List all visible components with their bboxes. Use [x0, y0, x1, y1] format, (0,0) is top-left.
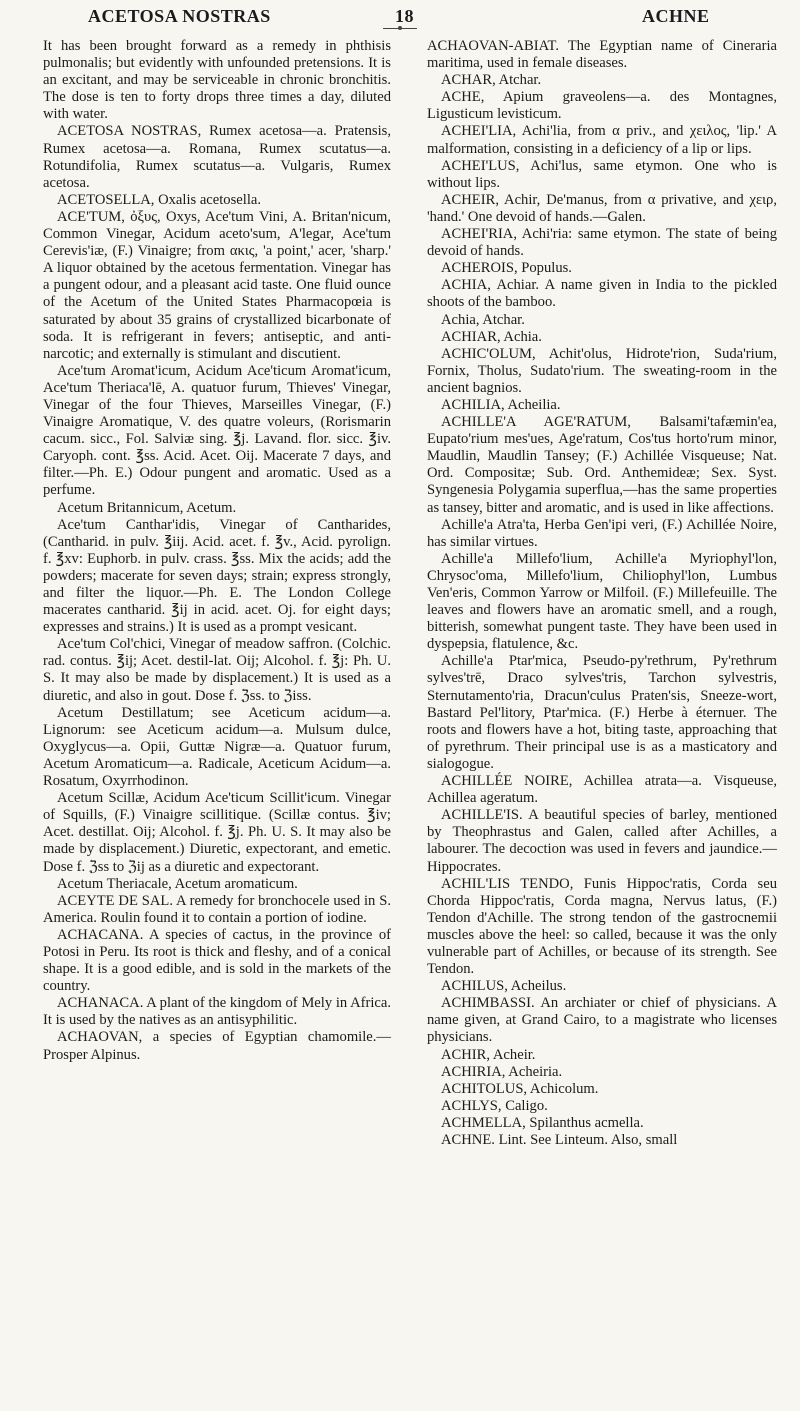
dictionary-entry: ACHEIR, Achir, De'manus, from α privative, and χειρ, 'hand.' One devoid of hands.—Galen.	[427, 191, 777, 225]
dictionary-entry: ACHLYS, Caligo.	[441, 1097, 548, 1114]
dictionary-entry: ACEYTE DE SAL. A remedy for bronchocele used in S. America. Roulin found it to contain a portion of iodine.	[43, 892, 391, 926]
dictionary-entry: ACHNE. Lint. See Linteum. Also, small	[441, 1132, 678, 1148]
dictionary-entry: Acetum Britannicum, Acetum.	[57, 499, 237, 516]
dictionary-entry: ACHILIA, Acheilia.	[441, 396, 561, 413]
dictionary-entry: ACETOSELLA, Oxalis acetosella.	[57, 191, 261, 208]
dictionary-entry: ACHE, Apium graveolens—a. des Montagnes, Ligusticum levisticum.	[427, 89, 777, 123]
dictionary-entry: ACHIAR, Achia.	[441, 328, 542, 345]
dictionary-entry: ACETOSA NOSTRAS, Rumex acetosa—a. Pratensis, Rumex acetosa—a. Romana, Rumex scutatus—a. Rotundifolia, Rumex scutatus—a. Vulgaris, Rumex acetosa.	[43, 123, 391, 191]
dictionary-entry: Acetum Theriacale, Acetum aromaticum.	[57, 875, 298, 892]
dictionary-entry: ACE'TUM, ὀξυς, Oxys, Ace'tum Vini, A. Britan'nicum, Common Vinegar, Acidum aceto'sum, A'legar, Ace'tum Cerevis'iæ, (F.) Vinaigre; from ακις, 'a point,' acer, 'sharp.' A liquor obtained by the acetous fermentation. Vinegar has a pungent odour, and a pleasant acid taste. One fluid ounce of the Acetum of the United States Pharmacopœia is saturated by about 35 grains of crystallized bicarbonate of soda. It is refrigerant in fevers; antiseptic, and anti-narcotic; and externally is stimulant and discutient.	[43, 208, 391, 362]
dictionary-entry: ACHACANA. A species of cactus, in the province of Potosi in Peru. Its root is thick and fleshy, and of a conical shape. It is a good edible, and is sold in the markets of the country.	[43, 926, 391, 995]
dictionary-entry: ACHEI'RIA, Achi'ria: same etymon. The state of being devoid of hands.	[427, 226, 777, 260]
dictionary-entry: ACHILLE'IS. A beautiful species of barley, mentioned by Theophrastus and Galen, called after Achilles, a labourer. The decoction was used in fevers and jaundice.—Hippocrates.	[427, 807, 777, 875]
header-right-keyword: ACHNE	[642, 6, 710, 26]
left-column	[43, 38, 391, 1064]
page-number: 18	[395, 6, 414, 26]
dictionary-entry: ACHEI'LIA, Achi'lia, from α priv., and χειλος, 'lip.' A malformation, consisting in a deficiency of a lip or lips.	[427, 123, 777, 157]
dictionary-entry: ACHAOVAN-ABIAT. The Egyptian name of Cineraria maritima, used in female diseases.	[427, 38, 777, 72]
dictionary-entry: ACHEI'LUS, Achi'lus, same etymon. One who is without lips.	[427, 157, 777, 191]
dictionary-entry: Acetum Destillatum; see Aceticum acidum—a. Lignorum: see Aceticum acidum—a. Mulsum dulce, Oxyglycus—a. Opii, Guttæ Nigræ—a. Quatuor furum, Acetum Aromaticum—a. Radicale, Aceticum Acidum—a. Rosatum, Oxyrrhodinon.	[43, 704, 391, 790]
dictionary-entry: Achille'a Ptar'mica, Pseudo-py'rethrum, Py'rethrum sylves'trē, Draco sylves'tris, Tarchon sylvestris, Sternutamento'ria, Dracun'culus Praten'sis, Sneeze-wort, Bastard Pel'litory, Ptar'mica. (F.) Herbe à éternuer. The roots and flowers have a hot, biting taste, approaching that of pyrethrum. Their principal use is as a masticatory and sialogogue.	[427, 653, 777, 772]
dictionary-entry: ACHILLE'A AGE'RATUM, Balsami'tafæmin'ea, Eupato'rium mes'ues, Age'ratum, Cos'tus horto'rum minor, Maudlin, Maudlin Tansey; (F.) Achillée Visqueuse; Nat. Ord. Compositæ; Sub. Ord. Anthemideæ; Sex. Syst. Syngenesia Polygamia superflua,—has the same properties as tansey, bitter and aromatic, and is used in like affections.	[427, 414, 777, 516]
dictionary-entry: ACHILUS, Acheilus.	[441, 978, 567, 995]
dictionary-entry: ACHIR, Acheir.	[441, 1046, 536, 1063]
header-rule	[383, 28, 417, 29]
dictionary-entry: Ace'tum Aromat'icum, Acidum Ace'ticum Aromat'icum, Ace'tum Theriaca'lē, A. quatuor furum, Thieves' Vinegar, Vinegar of the four Thieves, Marseilles Vinegar, (F.) Vinaigre Aromatique, V. des quatre voleurs, (Rorismarin cacum. sicc., Fol. Salviæ sing. ℥j. Lavand. flor. sicc. ℥iv. Caryoph. cont. ℥ss. Acid. Acet. Oij. Macerate 7 days, and filter.—Ph. E.) Odour pungent and aromatic. Used as a perfume.	[43, 362, 391, 499]
dictionary-entry: ACHIA, Achiar. A name given in India to the pickled shoots of the bamboo.	[427, 277, 777, 311]
right-column	[427, 38, 777, 1149]
dictionary-entry: It has been brought forward as a remedy in phthisis pulmonalis; but evidently with unfounded pretensions. It is an excitant, and may be serviceable in chronic bronchitis. The dose is ten to forty drops three times a day, diluted with water.	[43, 38, 391, 123]
dictionary-entry: Ace'tum Canthar'idis, Vinegar of Cantharides, (Cantharid. in pulv. ℥iij. Acid. acet. f. ℥v., Acid. pyrolign. f. ℥xv: Euphorb. in pulv. crass. ℥ss. Mix the acids; add the powders; macerate for seven days; strain; express strongly, and filter the liquor.—Ph. E. The London College macerates cantharid. ℥ij in acid. acet. Oj. for eight days; expresses and strains.) It is used as a prompt vesicant.	[43, 516, 391, 636]
dictionary-entry: ACHILLÉE NOIRE, Achillea atrata—a. Visqueuse, Achillea ageratum.	[427, 773, 777, 807]
dictionary-entry: Achille'a Millefo'lium, Achille'a Myriophyl'lon, Chrysoc'oma, Millefo'lium, Chiliophyl'lon, Lumbus Ven'eris, Common Yarrow or Milfoil. (F.) Millefeuille. The leaves and flowers have an aromatic smell, and a rough, bitterish, somewhat pungent taste. They have been used in dyspepsia, flatulence, &c.	[427, 550, 777, 653]
dictionary-entry: Acetum Scillæ, Acidum Ace'ticum Scillit'icum. Vinegar of Squills, (F.) Vinaigre scillitique. (Scillæ contus. ℥iv; Acet. destillat. Oij; Alcohol. f. ℥j. Ph. U. S. It may also be made by displacement.) Diuretic, expectorant, and emetic. Dose f. ℨss to ℨij as a diuretic and expectorant.	[43, 790, 391, 875]
dictionary-entry: ACHANACA. A plant of the kingdom of Mely in Africa. It is used by the natives as an antisyphilitic.	[43, 995, 391, 1029]
dictionary-entry: ACHEROIS, Populus.	[441, 260, 572, 277]
dictionary-entry: ACHIL'LIS TENDO, Funis Hippoc'ratis, Corda seu Chorda Hippoc'ratis, Corda magna, Nervus latus, (F.) Tendon d'Achille. The strong tendon of the gastrocnemii muscles above the heel: so called, because it was the only vulnerable part of Achilles, or because of its strength. See Tendon.	[427, 875, 777, 978]
dictionary-entry: Ace'tum Col'chici, Vinegar of meadow saffron. (Colchic. rad. contus. ℥ij; Acet. destil-lat. Oij; Alcohol. f. ℥j: Ph. U. S. It may also be made by displacement.) It is used as a diuretic, and also in gout. Dose f. ℨss. to ℨiss.	[43, 636, 391, 704]
dictionary-entry: ACHMELLA, Spilanthus acmella.	[441, 1114, 644, 1131]
dictionary-entry: ACHIRIA, Acheiria.	[441, 1063, 563, 1080]
dictionary-entry: ACHAR, Atchar.	[441, 72, 542, 89]
dictionary-entry: ACHITOLUS, Achicolum.	[441, 1080, 599, 1097]
dictionary-entry: Achia, Atchar.	[441, 311, 525, 328]
dictionary-entry: ACHIMBASSI. An archiater or chief of physicians. A name given, at Grand Cairo, to a magistrate who licenses physicians.	[427, 995, 777, 1046]
dictionary-entry: ACHIC'OLUM, Achit'olus, Hidrote'rion, Suda'rium, Fornix, Tholus, Sudato'rium. The sweating-room in the ancient bagnios.	[427, 345, 777, 396]
header-left-keyword: ACETOSA NOSTRAS	[88, 6, 271, 26]
dictionary-entry: ACHAOVAN, a species of Egyptian chamomile.—Prosper Alpinus.	[43, 1029, 391, 1063]
dictionary-entry: Achille'a Atra'ta, Herba Gen'ipi veri, (F.) Achillée Noire, has similar virtues.	[427, 516, 777, 550]
